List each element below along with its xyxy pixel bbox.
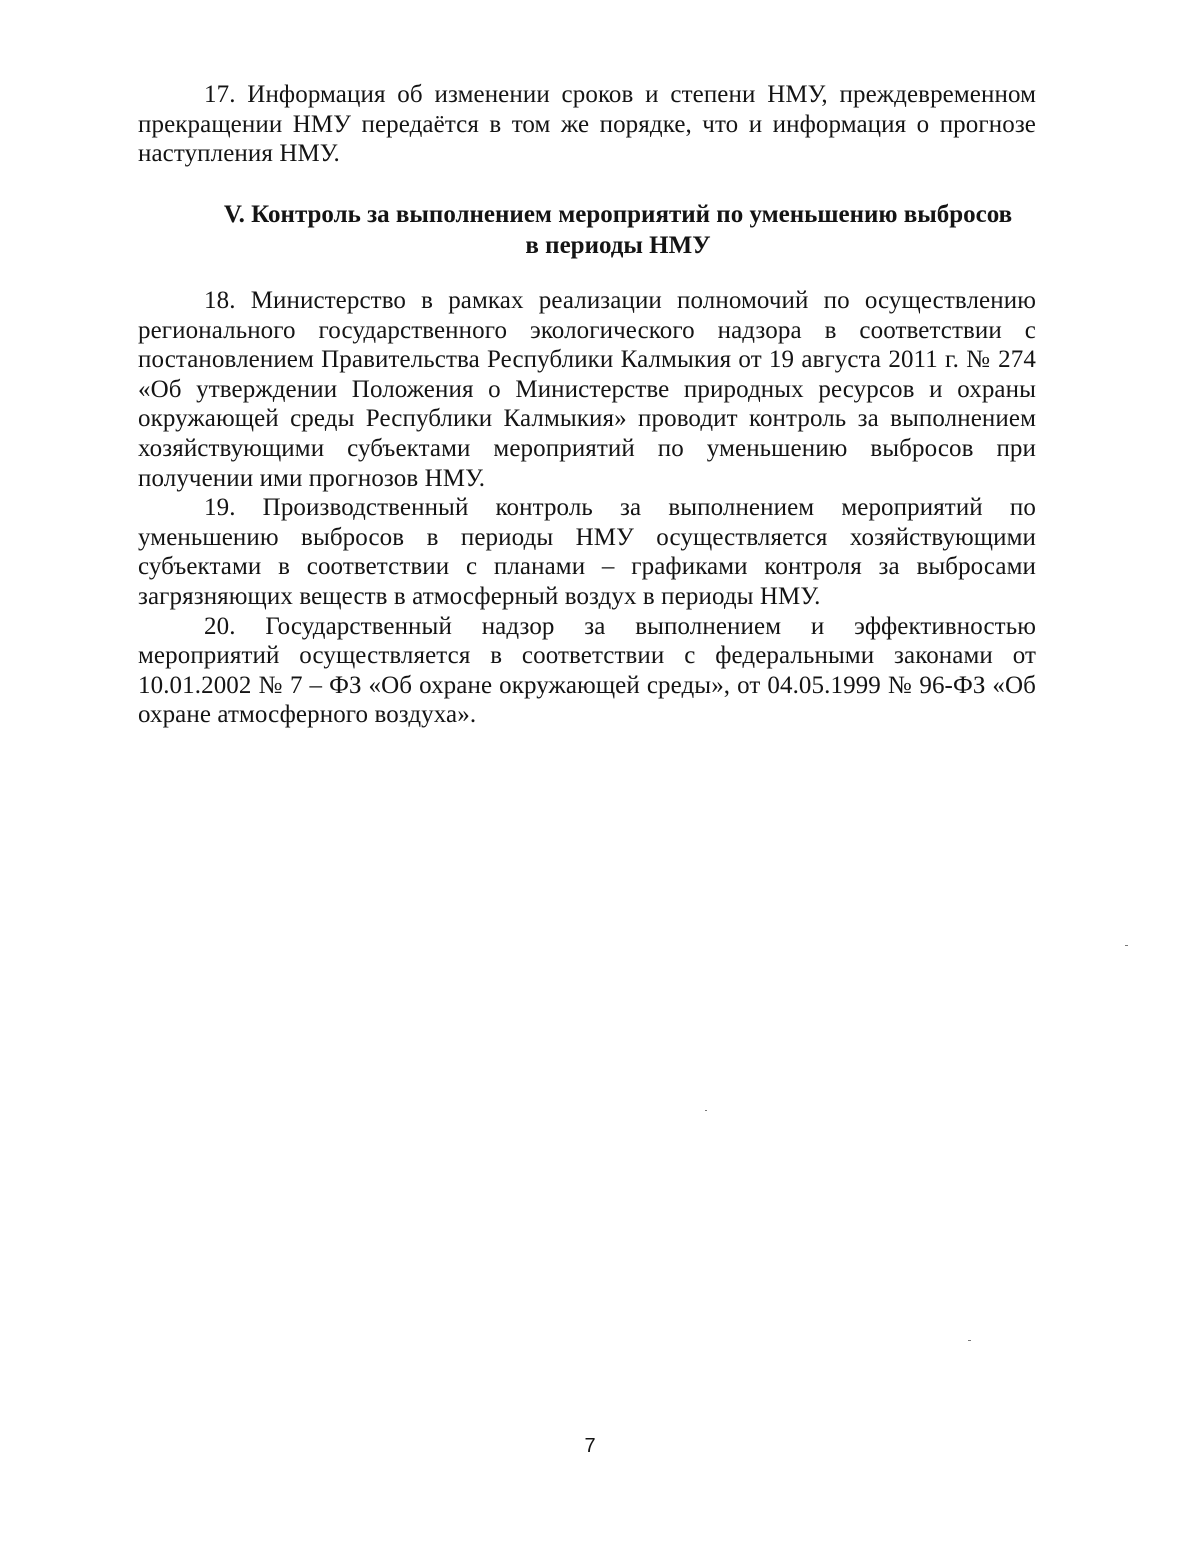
scan-speck — [1125, 945, 1128, 946]
scan-speck — [968, 1340, 971, 1341]
section-heading-line1: V. Контроль за выполнением мероприятий по уменьшению выбросов — [223, 201, 1013, 228]
paragraph-17: 17. Информация об изменении сроков и степени НМУ, преждевременном прекращении НМУ передаётся в том же порядке, что и информация о прогнозе наступления НМУ. — [138, 81, 1036, 168]
scan-speck — [705, 1110, 707, 1111]
paragraph-block-main — [138, 286, 1036, 730]
paragraph-block-top — [138, 80, 1036, 169]
paragraph-18: 18. Министерство в рамках реализации полномочий по осуществлению регионального государственного экологического надзора в соответствии с постановлением Правительства Республики Калмыкия от 19 августа 2011 г. № 274 «Об утверждении Положения о Министерстве природных ресурсов и охраны окружающей среды Республики Калмыкия» проводит контроль за выполнением хозяйствующими субъектами мероприятий по уменьшению выбросов при получении ими прогнозов НМУ. — [138, 287, 1036, 492]
page-number: 7 — [584, 1435, 596, 1457]
section-heading — [138, 199, 1098, 261]
paragraph-20: 20. Государственный надзор за выполнением и эффективностью мероприятий осуществляется в соответствии с федеральными законами от 10.01.2002 № 7 – ФЗ «Об охране окружающей среды», от 04.05.1999 № 96-ФЗ «Об охране атмосферного воздуха». — [138, 612, 1036, 729]
paragraph-19: 19. Производственный контроль за выполнением мероприятий по уменьшению выбросов в периоды НМУ осуществляется хозяйствующими субъектами в соответствии с планами – графиками контроля за выбросами загрязняющих веществ в атмосферный воздух в периоды НМУ. — [138, 494, 1036, 610]
section-heading-line2: в периоды НМУ — [525, 232, 711, 259]
